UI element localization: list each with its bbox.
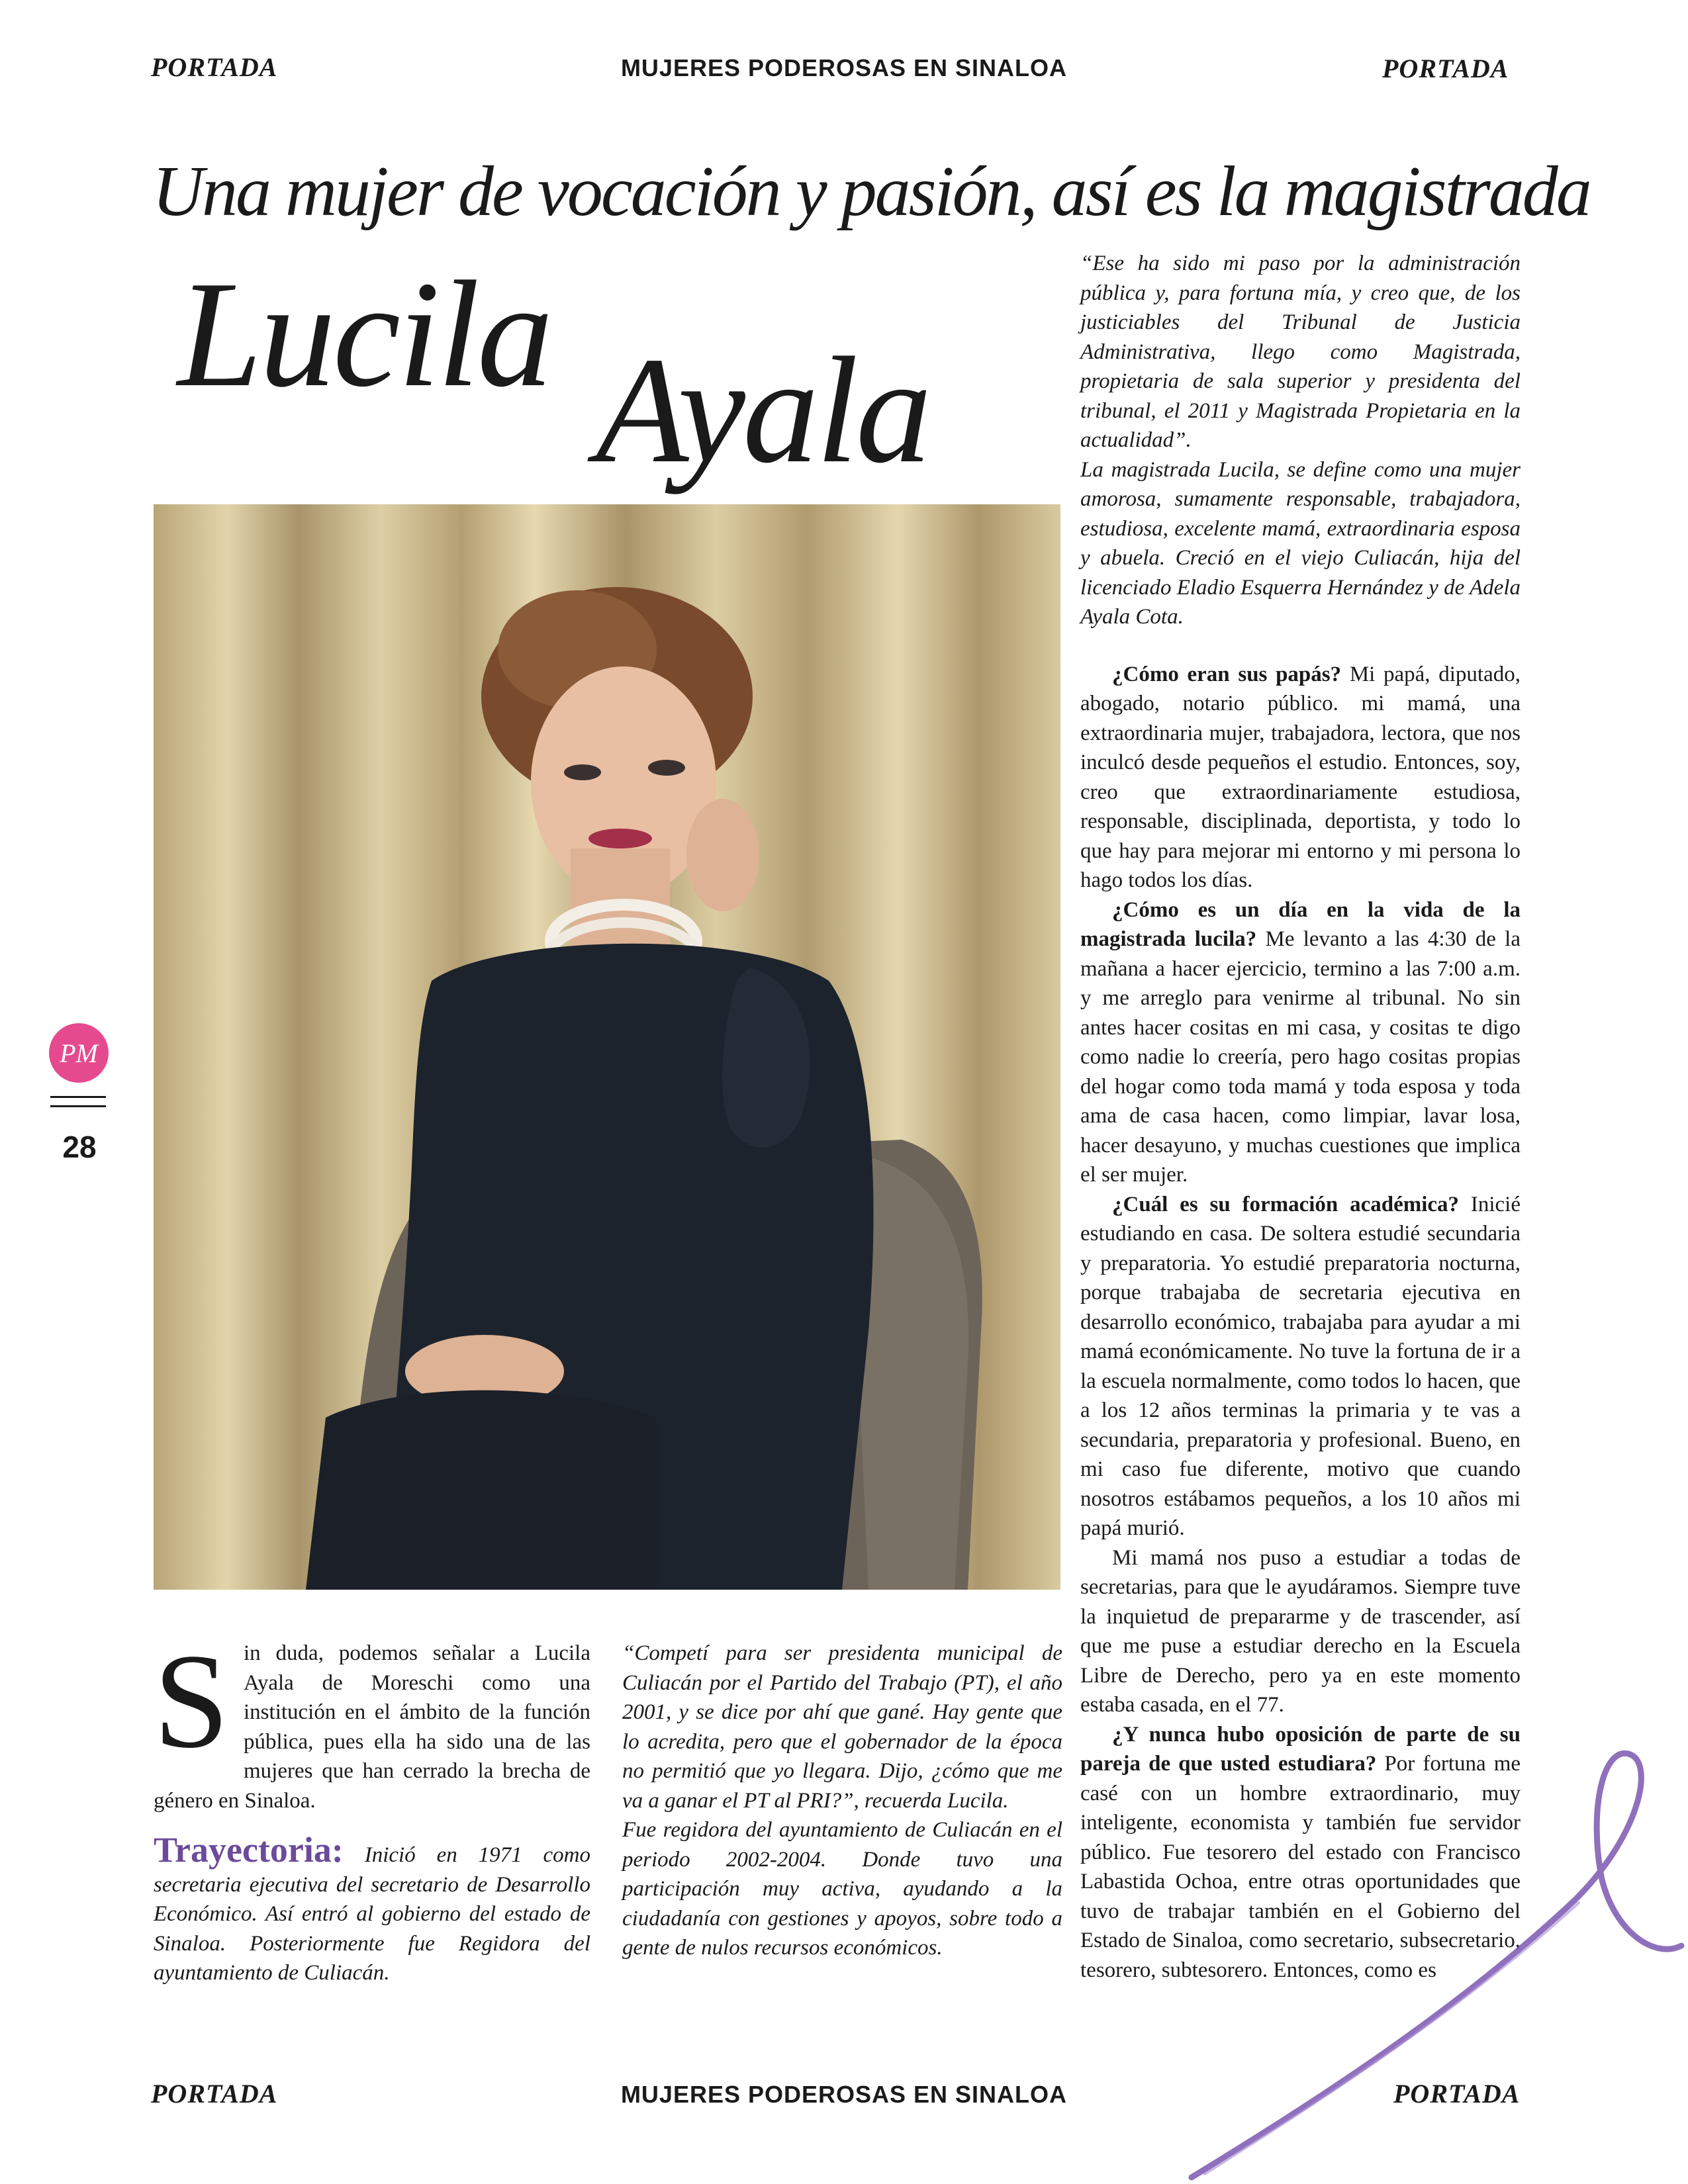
question-parents: ¿Cómo eran sus papás? — [1112, 662, 1342, 686]
question-daily: ¿Cómo es un día en la vida de la magistrada lucila? — [1080, 897, 1521, 951]
intro-paragraph — [154, 1626, 590, 1815]
column-1 — [154, 1626, 590, 1988]
header-magazine-title: MUJERES PODEROSAS EN SINALOA — [620, 54, 1068, 81]
pm-rule-top — [50, 1096, 106, 1098]
election-quote: “Competí para ser presidenta municipal de Culiacán por el Partido del Trabajo (PT), el año 2001, y se dice por ahí que gané. Hay gente que lo acredita, pero que el gobernador de la época no permitió que yo llegara. Dijo, ¿cómo que me va a ganar el PT al PRI?”, recuerda Lucila. — [622, 1641, 1062, 1813]
portrait-photo — [154, 504, 1060, 1590]
headline: Una mujer de vocación y pasión, así es la magistrada — [152, 152, 1590, 231]
intro-text: in duda, podemos señalar a Lucila Ayala de Moreschi como una institución en el ámbito de la función pública, pues ella ha sido una de las mujeres que han cerrado la brecha de género en Sinaloa. — [154, 1641, 590, 1813]
header-section-right: PORTADA — [1382, 54, 1509, 83]
answer-education: Inicié estudiando en casa. De soltera estudié secundaria y preparatoria. Yo estudié preparatoria nocturna, porque trabajaba de secretaria ejecutiva en desarrollo económico, trabajaba para ayudar a mi mamá económicamente. No tuve la fortuna de ir a la escuela normalmente, como todos lo hacen, que a los 12 años terminas la primaria y te vas a secundaria, preparatoria y profesional. Bueno, en mi caso fue diferente, motivo que cuando nosotros estábamos pequeños, a los 10 años mi papá murió. — [1080, 1192, 1521, 1540]
page-number: 28 — [62, 1130, 97, 1164]
answer-parents: Mi papá, diputado, abogado, notario público. mi mamá, una extraordinaria mujer, trabajadora, lectora, que nos inculcó desde pequeños el estudio. Entonces, soy, creo que extraordinariamente estudiosa, responsable, disciplinada, deportista, y todo lo que hay para mejorar mi entorno y mi persona lo hago todos los días. — [1080, 662, 1521, 892]
trayectoria-text: Inició en 1971 como secretaria ejecutiva del secretario de Desarrollo Económico. Así entró al gobierno del estado de Sinaloa. Posteriormente fue Regidora del ayuntamiento de Culiacán. — [154, 1843, 590, 1985]
question-partner: ¿Y nunca hubo oposición de parte de su pareja de que usted estudiara? — [1080, 1722, 1521, 1776]
name-first: Lucila — [177, 250, 551, 418]
question-education: ¿Cuál es su formación académica? — [1112, 1192, 1460, 1216]
mother-paragraph: Mi mamá nos puso a estudiar a todas de secretarias, para que le ayudáramos. Siempre tuve la inquietud de prepararme y de trascender, así que me puse a estudiar derecho en la Escuela Libre de Derecho, pero ya en este momento estaba casada, en el 77. — [1080, 1545, 1521, 1717]
pm-rule-bottom — [50, 1105, 106, 1107]
qa-parents — [1080, 660, 1521, 895]
pm-logo: PM — [49, 1023, 109, 1083]
dropcap: S — [154, 1626, 230, 1776]
column-2 — [622, 1639, 1062, 1963]
answer-partner: Por fortuna me casé con un hombre extraordinario, muy inteligente, economista y también fue servidor público. Fue tesorero del estado con Francisco Labastida Ochoa, entre otras oportunidades que tuvo de trabajar también en el Gobierno del Estado de Sinaloa, como secretario, subsecretario, tesorero, subtesorero. Entonces, como es — [1080, 1752, 1521, 1982]
trayectoria-paragraph — [154, 1830, 590, 1988]
trayectoria-label: Trayectoria: — [154, 1830, 344, 1870]
footer-magazine-title: MUJERES PODEROSAS EN SINALOA — [620, 2081, 1068, 2108]
admin-quote: “Ese ha sido mi paso por la administración pública y, para fortuna mía, y creo que, de los justiciables del Tribunal de Justicia Administrativa, llego como Magistrada, propietaria de sala superior y presidenta del tribunal, el 2011 y Magistrada Propietaria en la actualidad”. — [1080, 251, 1521, 452]
name-last: Ayala — [596, 326, 929, 494]
footer-section-left: PORTADA — [151, 2079, 278, 2109]
qa-education — [1080, 1190, 1521, 1543]
profile-paragraph: La magistrada Lucila, se define como una mujer amorosa, sumamente responsable, trabajadora, estudiosa, excelente mamá, extraordinaria esposa y abuela. Creció en el viejo Culiacán, hija del licenciado Eladio Esquerra Hernández y de Adela Ayala Cota. — [1080, 457, 1521, 629]
header-section-left: PORTADA — [151, 52, 278, 82]
regidora-paragraph: Fue regidora del ayuntamiento de Culiacán en el periodo 2002-2004. Donde tuvo una participación muy activa, ayudando a la ciudadanía con gestiones y apoyos, sobre todo a gente de nulos recursos económicos. — [622, 1818, 1062, 1960]
footer-section-right: PORTADA — [1393, 2079, 1521, 2109]
answer-daily: Me levanto a las 4:30 de la mañana a hacer ejercicio, termino a las 7:00 a.m. y me arreglo para venirme al tribunal. No sin antes hacer cositas en mi casa, y cositas te digo como nadie lo creería, pero hago cositas propias del hogar como toda mamá y toda esposa y toda ama de casa hacen, como limpiar, lavar losa, hacer desayuno, y muchas cuestiones que implica el ser mujer. — [1080, 927, 1521, 1187]
qa-daily — [1080, 895, 1521, 1190]
